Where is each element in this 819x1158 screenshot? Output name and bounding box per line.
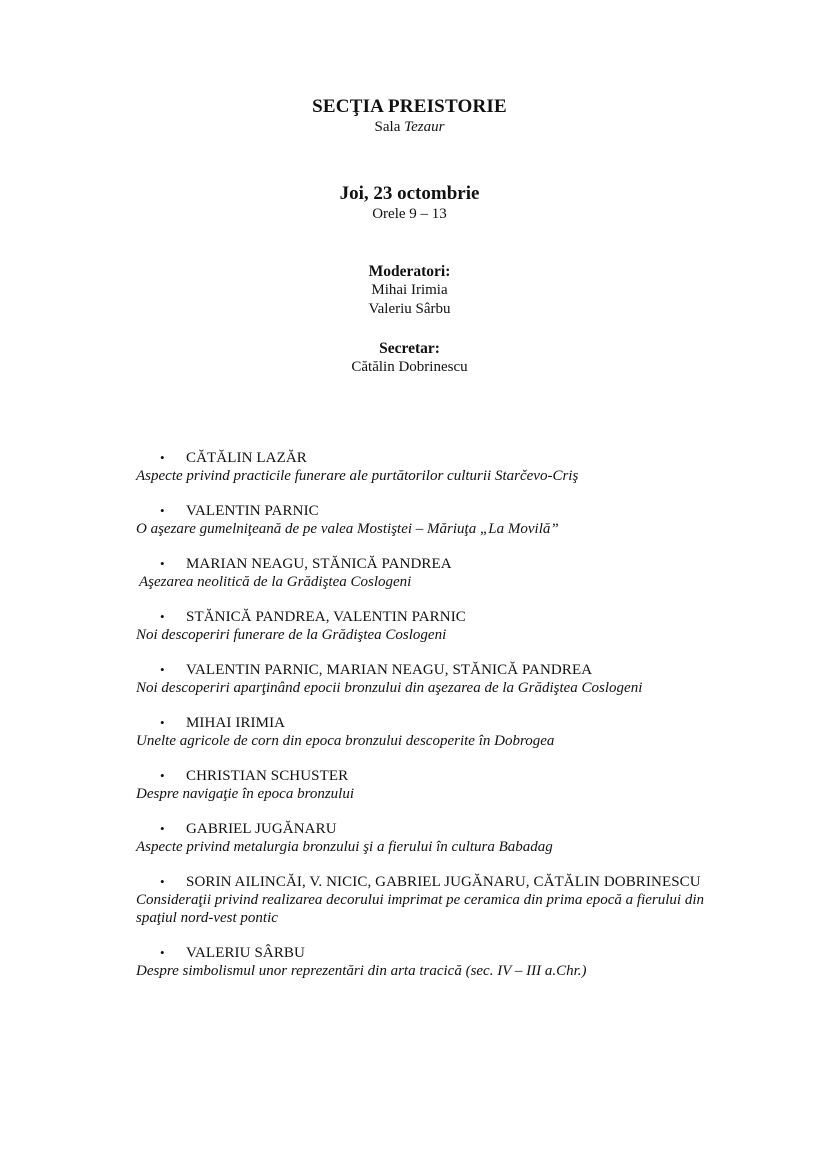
session-hours: Orele 9 – 13 xyxy=(372,206,447,222)
bullet-icon: • xyxy=(160,556,165,571)
secretary-label: Secretar: xyxy=(379,340,440,357)
list-item xyxy=(0,502,819,538)
room-name: Tezaur xyxy=(404,119,445,135)
bullet-icon: • xyxy=(160,715,165,730)
entry-title: O aşezare gumelniţeană de pe valea Mostiştei – Măriuţa „La Movilă” xyxy=(136,521,559,537)
list-item xyxy=(0,714,819,750)
section-title: SECŢIA PREISTORIE xyxy=(312,96,507,117)
bullet-icon: • xyxy=(160,874,165,889)
bullet-icon: • xyxy=(160,662,165,677)
entry-authors: CHRISTIAN SCHUSTER xyxy=(186,768,349,784)
moderator-name: Valeriu Sârbu xyxy=(368,301,451,317)
entry-title: Noi descoperiri aparţinând epocii bronzului din aşezarea de la Grădiştea Coslogeni xyxy=(136,680,643,696)
moderator-name: Mihai Irimia xyxy=(371,282,448,298)
entry-title: Despre simbolismul unor reprezentări din arta tracică (sec. IV – III a.Chr.) xyxy=(136,963,587,979)
list-item xyxy=(0,820,819,856)
entry-authors: MARIAN NEAGU, STĂNICĂ PANDREA xyxy=(186,556,452,572)
secretary-block xyxy=(0,339,819,377)
entry-title: Aşezarea neolitică de la Grădiştea Coslogeni xyxy=(139,574,412,590)
moderators-block xyxy=(0,262,819,319)
list-item xyxy=(0,608,819,644)
list-item xyxy=(0,767,819,803)
entry-title: Consideraţii privind realizarea decorului imprimat pe ceramica din prima epocă a fierului din spaţiul nord-vest pontic xyxy=(136,892,705,926)
bullet-icon: • xyxy=(160,503,165,518)
presentation-list xyxy=(0,449,819,997)
bullet-icon: • xyxy=(160,768,165,783)
moderators-label: Moderatori: xyxy=(368,263,451,280)
entry-title: Aspecte privind practicile funerare ale purtătorilor culturii Starčevo-Criş xyxy=(136,468,579,484)
entry-title: Despre navigaţie în epoca bronzului xyxy=(136,786,355,802)
bullet-icon: • xyxy=(160,450,165,465)
bullet-icon: • xyxy=(160,945,165,960)
entry-authors: CĂTĂLIN LAZĂR xyxy=(186,450,307,466)
room-prefix: Sala xyxy=(374,119,401,135)
list-item xyxy=(0,555,819,591)
list-item xyxy=(0,944,819,980)
entry-authors: VALENTIN PARNIC, MARIAN NEAGU, STĂNICĂ PANDREA xyxy=(186,662,593,678)
entry-authors: VALENTIN PARNIC xyxy=(186,503,319,519)
list-item xyxy=(0,449,819,485)
entry-authors: STĂNICĂ PANDREA, VALENTIN PARNIC xyxy=(186,609,466,625)
section-header xyxy=(0,96,819,136)
entry-authors: SORIN AILINCĂI, V. NICIC, GABRIEL JUGĂNARU, CĂTĂLIN DOBRINESCU xyxy=(186,874,701,890)
room-line xyxy=(0,118,819,136)
entry-title: Noi descoperiri funerare de la Grădiştea Coslogeni xyxy=(136,627,447,643)
bullet-icon: • xyxy=(160,821,165,836)
bullet-icon: • xyxy=(160,609,165,624)
schedule-block xyxy=(0,183,819,223)
secretary-name: Cătălin Dobrinescu xyxy=(351,359,468,375)
entry-title: Aspecte privind metalurgia bronzului şi a fierului în cultura Babadag xyxy=(136,839,553,855)
entry-title: Unelte agricole de corn din epoca bronzului descoperite în Dobrogea xyxy=(136,733,555,749)
session-date: Joi, 23 octombrie xyxy=(339,183,480,204)
list-item xyxy=(0,873,819,927)
entry-authors: GABRIEL JUGĂNARU xyxy=(186,821,337,837)
entry-authors: MIHAI IRIMIA xyxy=(186,715,286,731)
list-item xyxy=(0,661,819,697)
entry-authors: VALERIU SÂRBU xyxy=(186,945,305,961)
